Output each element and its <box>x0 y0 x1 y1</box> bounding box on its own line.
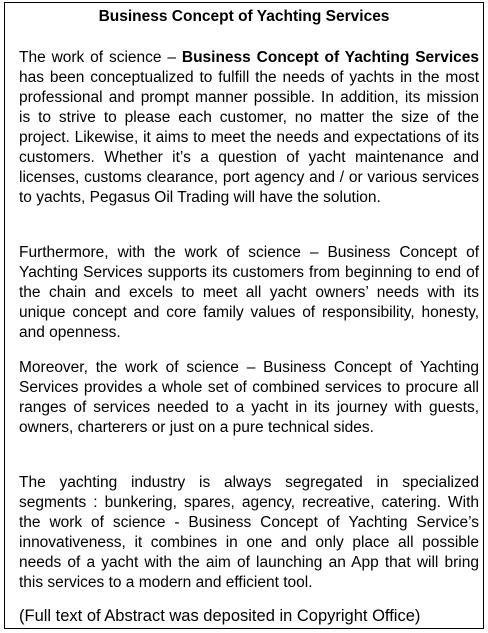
document-title: Business Concept of Yachting Services <box>98 8 390 25</box>
abstract-frame <box>4 2 484 629</box>
paragraph-intro <box>19 48 479 208</box>
paragraph-intro-lead: The work of science – <box>19 49 182 66</box>
paragraph-moreover: Moreover, the work of science – Business Concept of Yachting Services provides a whole set of combined services to procure all ranges of services needed to a yacht in its journey with guests, owners, charterers or just on a pure technical sides. <box>19 359 479 436</box>
paragraph-intro-rest: has been conceptualized to fulfill the needs of yachts in the most professional and prompt manner possible. In addition, its mission is to strive to please each customer, no matter the size of the project. Likewise, it aims to meet the needs and expectations of its customers. Whether it’s a question of yacht maintenance and licenses, customs clearance, port agency and / or various services to yachts, Pegasus Oil Trading will have the solution. <box>19 69 479 206</box>
paragraph-industry: The yachting industry is always segregated in specialized segments : bunkering, spares, agency, recreative, catering. With the work of science - Business Concept of Yachting Service’s innovativeness, it combines in one and only place all possible needs of a yacht with the aim of launching an App that will bring this services to a modern and efficient tool. <box>19 474 479 591</box>
footer-note: (Full text of Abstract was deposited in Copyright Office) <box>19 607 421 625</box>
paragraph-intro-bold-title: Business Concept of Yachting Services <box>181 49 479 66</box>
paragraph-furthermore: Furthermore, with the work of science – Business Concept of Yachting Services supports its customers from beginning to end of the chain and excels to meet all yacht owners’ needs with its unique concept and core family values of responsibility, honesty, and openness. <box>19 244 479 341</box>
